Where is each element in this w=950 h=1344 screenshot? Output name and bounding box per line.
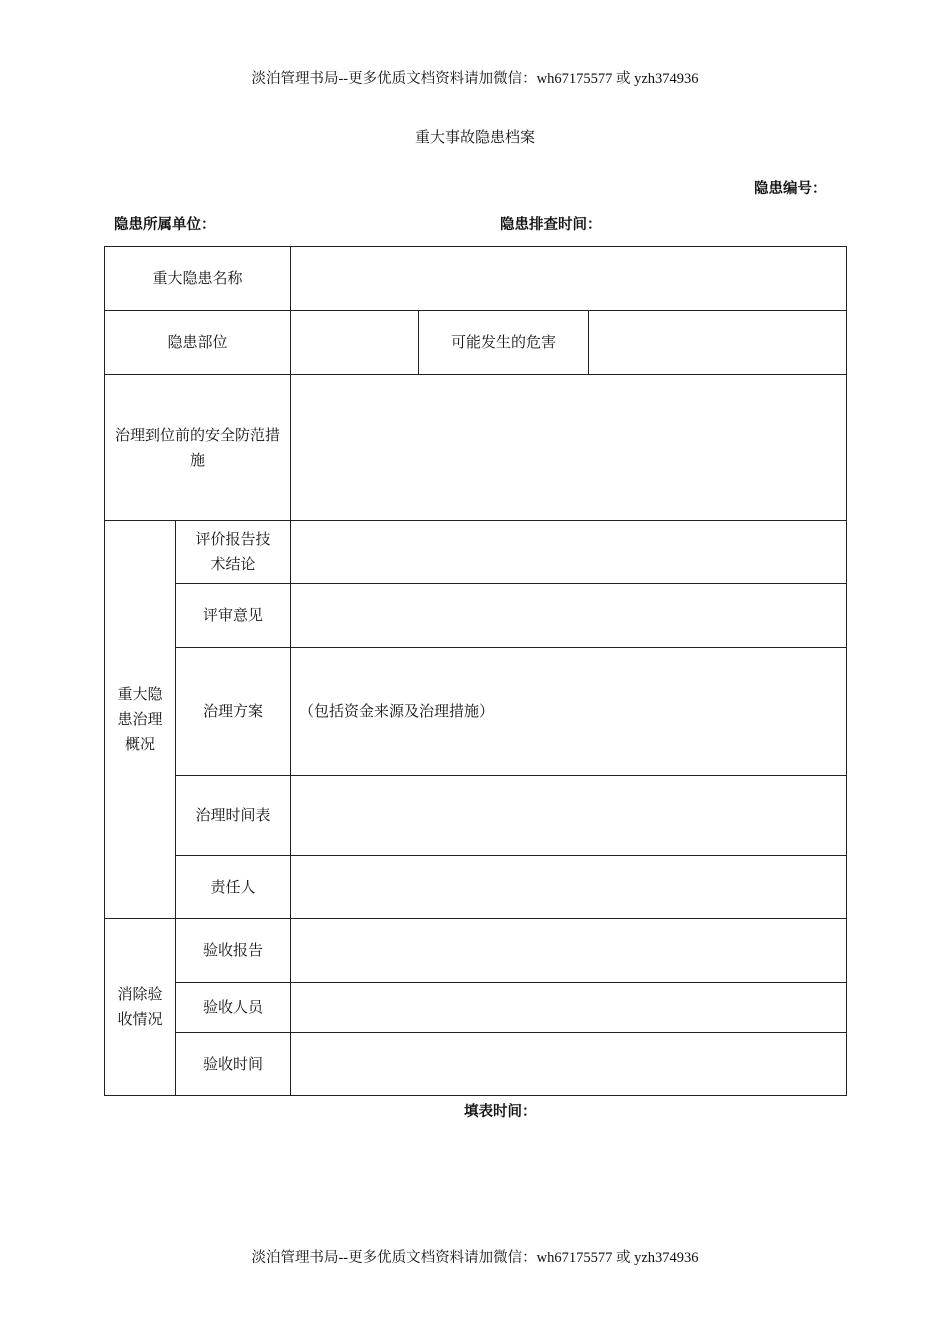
table-row [105, 584, 847, 648]
governance-plan-label: 治理方案 [176, 648, 291, 776]
governance-group-label: 重大隐患治理概况 [105, 521, 176, 919]
safety-measures-label: 治理到位前的安全防范措施 [105, 375, 291, 521]
hazard-location-label: 隐患部位 [105, 311, 291, 375]
responsible-person-field[interactable] [291, 856, 847, 919]
governance-plan-field[interactable]: （包括资金来源及治理措施） [291, 648, 847, 776]
table-row [105, 856, 847, 919]
document-title: 重大事故隐患档案 [414, 128, 535, 146]
evaluation-conclusion-field[interactable] [291, 521, 847, 584]
governance-schedule-field[interactable] [291, 776, 847, 856]
footer-watermark: 淡泊管理书局--更多优质文档资料请加微信：wh67175577 或 yzh374936 [251, 1250, 699, 1266]
acceptance-time-label: 验收时间 [176, 1033, 291, 1096]
governance-schedule-label: 治理时间表 [176, 776, 291, 856]
responsible-person-label: 责任人 [176, 856, 291, 919]
fill-time-label: 填表时间： [464, 1104, 537, 1120]
acceptance-report-field[interactable] [291, 919, 847, 983]
hazard-number-label: 隐患编号： [754, 181, 827, 197]
table-row [105, 919, 847, 983]
table-row [105, 521, 847, 584]
possible-harm-field[interactable] [589, 311, 847, 375]
safety-measures-field[interactable] [291, 375, 847, 521]
table-row [105, 648, 847, 776]
table-row [105, 983, 847, 1033]
acceptance-personnel-field[interactable] [291, 983, 847, 1033]
table-row [105, 247, 847, 311]
table-row [105, 375, 847, 521]
hazard-name-label: 重大隐患名称 [105, 247, 291, 311]
table-row [105, 1033, 847, 1096]
acceptance-time-field[interactable] [291, 1033, 847, 1096]
hazard-location-field[interactable] [291, 311, 419, 375]
acceptance-group-label: 消除验收情况 [105, 919, 176, 1096]
inspection-time-label: 隐患排查时间： [500, 217, 602, 233]
acceptance-personnel-label: 验收人员 [176, 983, 291, 1033]
table-row [105, 776, 847, 856]
hazard-archive-table [104, 246, 847, 1096]
evaluation-conclusion-label: 评价报告技术结论 [176, 521, 291, 584]
hazard-name-field[interactable] [291, 247, 847, 311]
header-watermark: 淡泊管理书局--更多优质文档资料请加微信：wh67175577 或 yzh374936 [251, 71, 699, 87]
review-opinion-label: 评审意见 [176, 584, 291, 648]
review-opinion-field[interactable] [291, 584, 847, 648]
table-row [105, 311, 847, 375]
acceptance-report-label: 验收报告 [176, 919, 291, 983]
unit-label: 隐患所属单位： [114, 217, 216, 233]
possible-harm-label: 可能发生的危害 [419, 311, 589, 375]
